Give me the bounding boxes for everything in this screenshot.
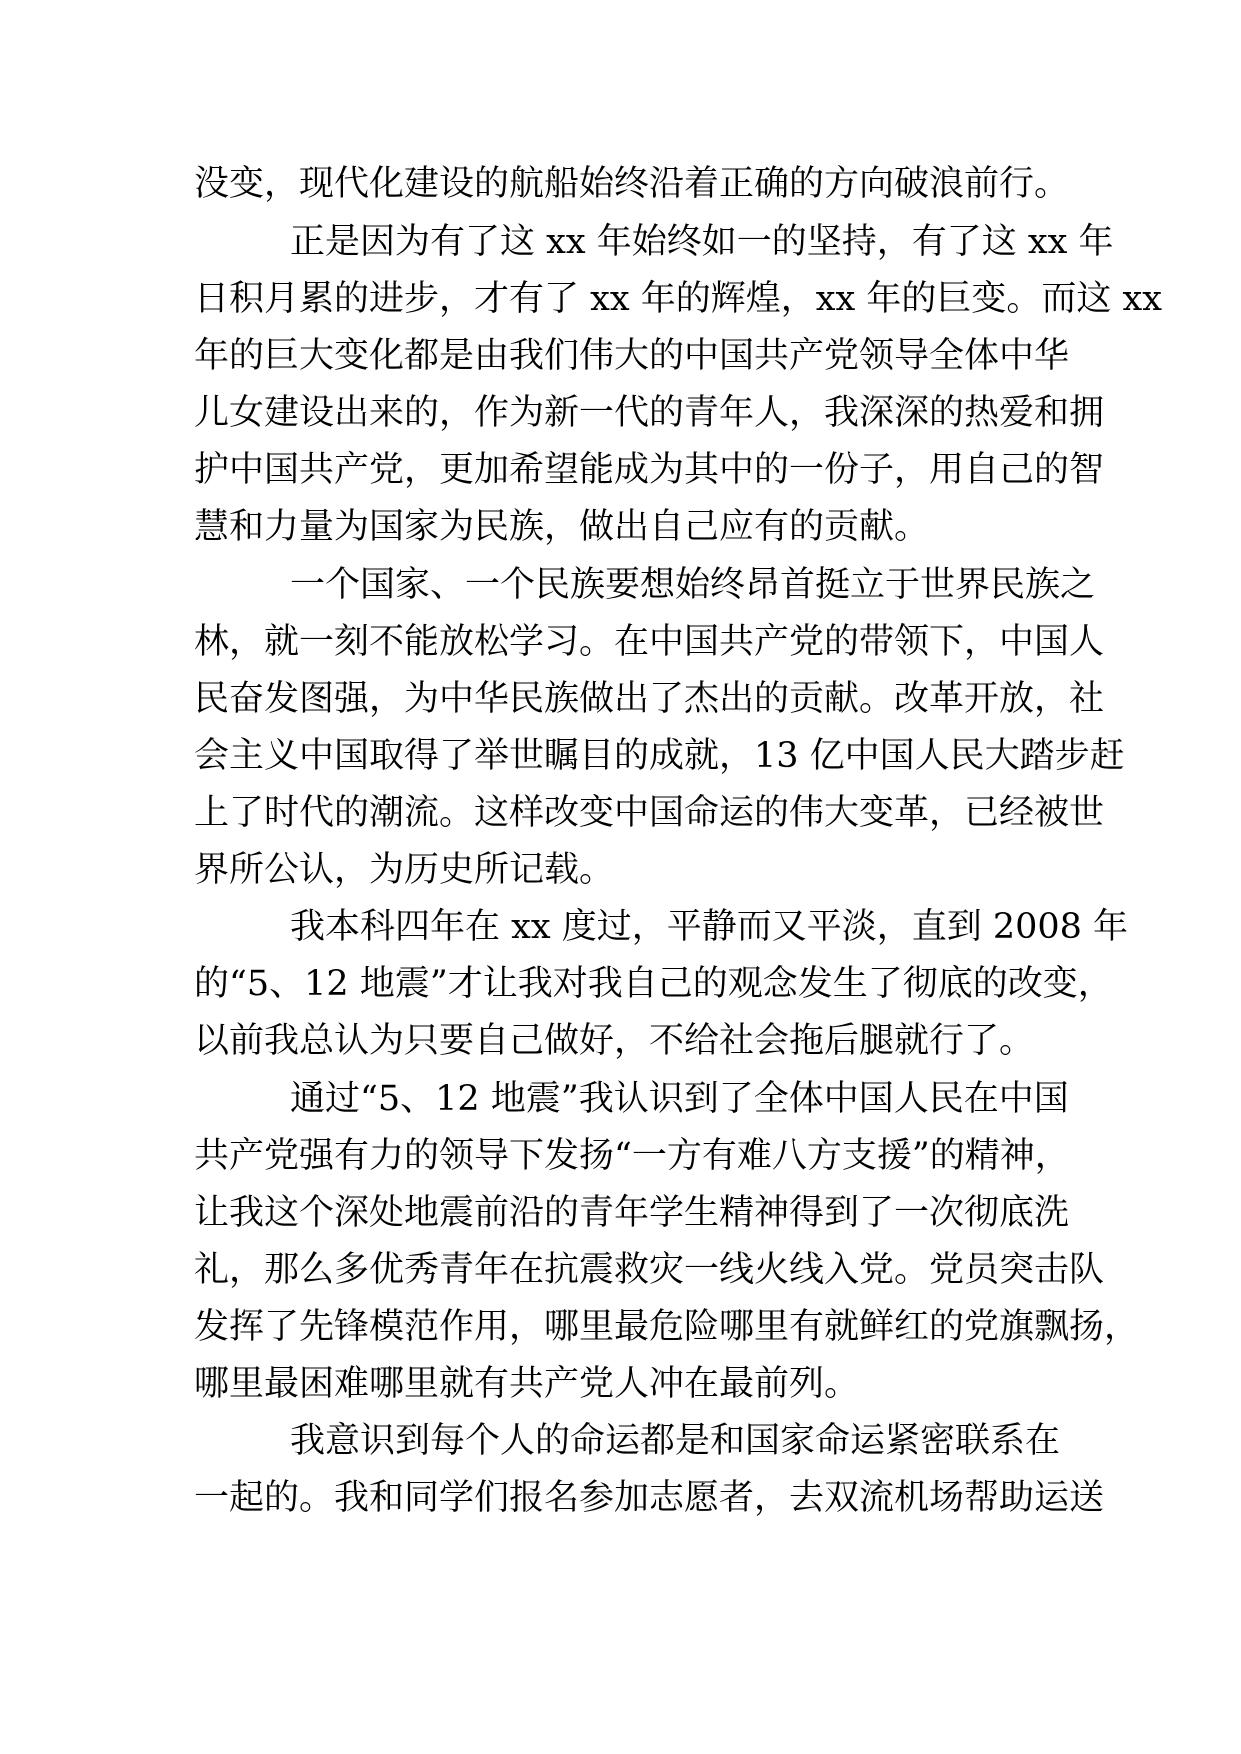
text-line: 年的巨大变化都是由我们伟大的中国共产党领导全体中华 [194,336,1070,376]
text-line: 会主义中国取得了举世瞩目的成就，13 亿中国人民大踏步赶 [194,736,1125,776]
text-line: 慧和力量为国家为民族，做出自己应有的贡献。 [194,507,930,547]
text-line: 的“5、12 地震”才让我对我自己的观念发生了彻底的改变， [194,964,1113,1004]
text-line: 护中国共产党，更加希望能成为其中的一份子，用自己的智 [194,450,1105,490]
text-line: 上了时代的潮流。这样改变中国命运的伟大变革，已经被世 [194,793,1105,833]
text-line: 儿女建设出来的，作为新一代的青年人，我深深的热爱和拥 [194,393,1105,433]
text-line: 界所公认，为历史所记载。 [194,850,615,890]
paragraph-first-line: 通过“5、12 地震”我认识到了全体中国人民在中国 [290,1079,1069,1119]
text-line: 礼，那么多优秀青年在抗震救灾一线火线入党。党员突击队 [194,1250,1105,1290]
text-line: 没变，现代化建设的航船始终沿着正确的方向破浪前行。 [194,164,1070,204]
paragraph-first-line: 一个国家、一个民族要想始终昂首挺立于世界民族之 [290,565,1096,605]
text-line: 以前我总认为只要自己做好，不给社会拖后腿就行了。 [194,1021,1035,1061]
paragraph-first-line: 正是因为有了这 xx 年始终如一的坚持，有了这 xx 年 [290,222,1114,262]
text-line: 民奋发图强，为中华民族做出了杰出的贡献。改革开放，社 [194,679,1105,719]
text-line: 一起的。我和同学们报名参加志愿者，去双流机场帮助运送 [194,1478,1105,1518]
text-line: 林，就一刻不能放松学习。在中国共产党的带领下，中国人 [194,622,1105,662]
text-line: 发挥了先锋模范作用，哪里最危险哪里有就鲜红的党旗飘扬， [194,1307,1140,1347]
text-line: 让我这个深处地震前沿的青年学生精神得到了一次彻底洗 [194,1193,1070,1233]
paragraph-first-line: 我意识到每个人的命运都是和国家命运紧密联系在 [290,1421,1061,1461]
text-line: 哪里最困难哪里就有共产党人冲在最前列。 [194,1364,860,1404]
text-line: 日积月累的进步，才有了 xx 年的辉煌，xx 年的巨变。而这 xx [194,279,1162,319]
text-line: 共产党强有力的领导下发扬“一方有难八方支援”的精神， [194,1136,1070,1176]
paragraph-first-line: 我本科四年在 xx 度过，平静而又平淡，直到 2008 年 [290,907,1129,947]
